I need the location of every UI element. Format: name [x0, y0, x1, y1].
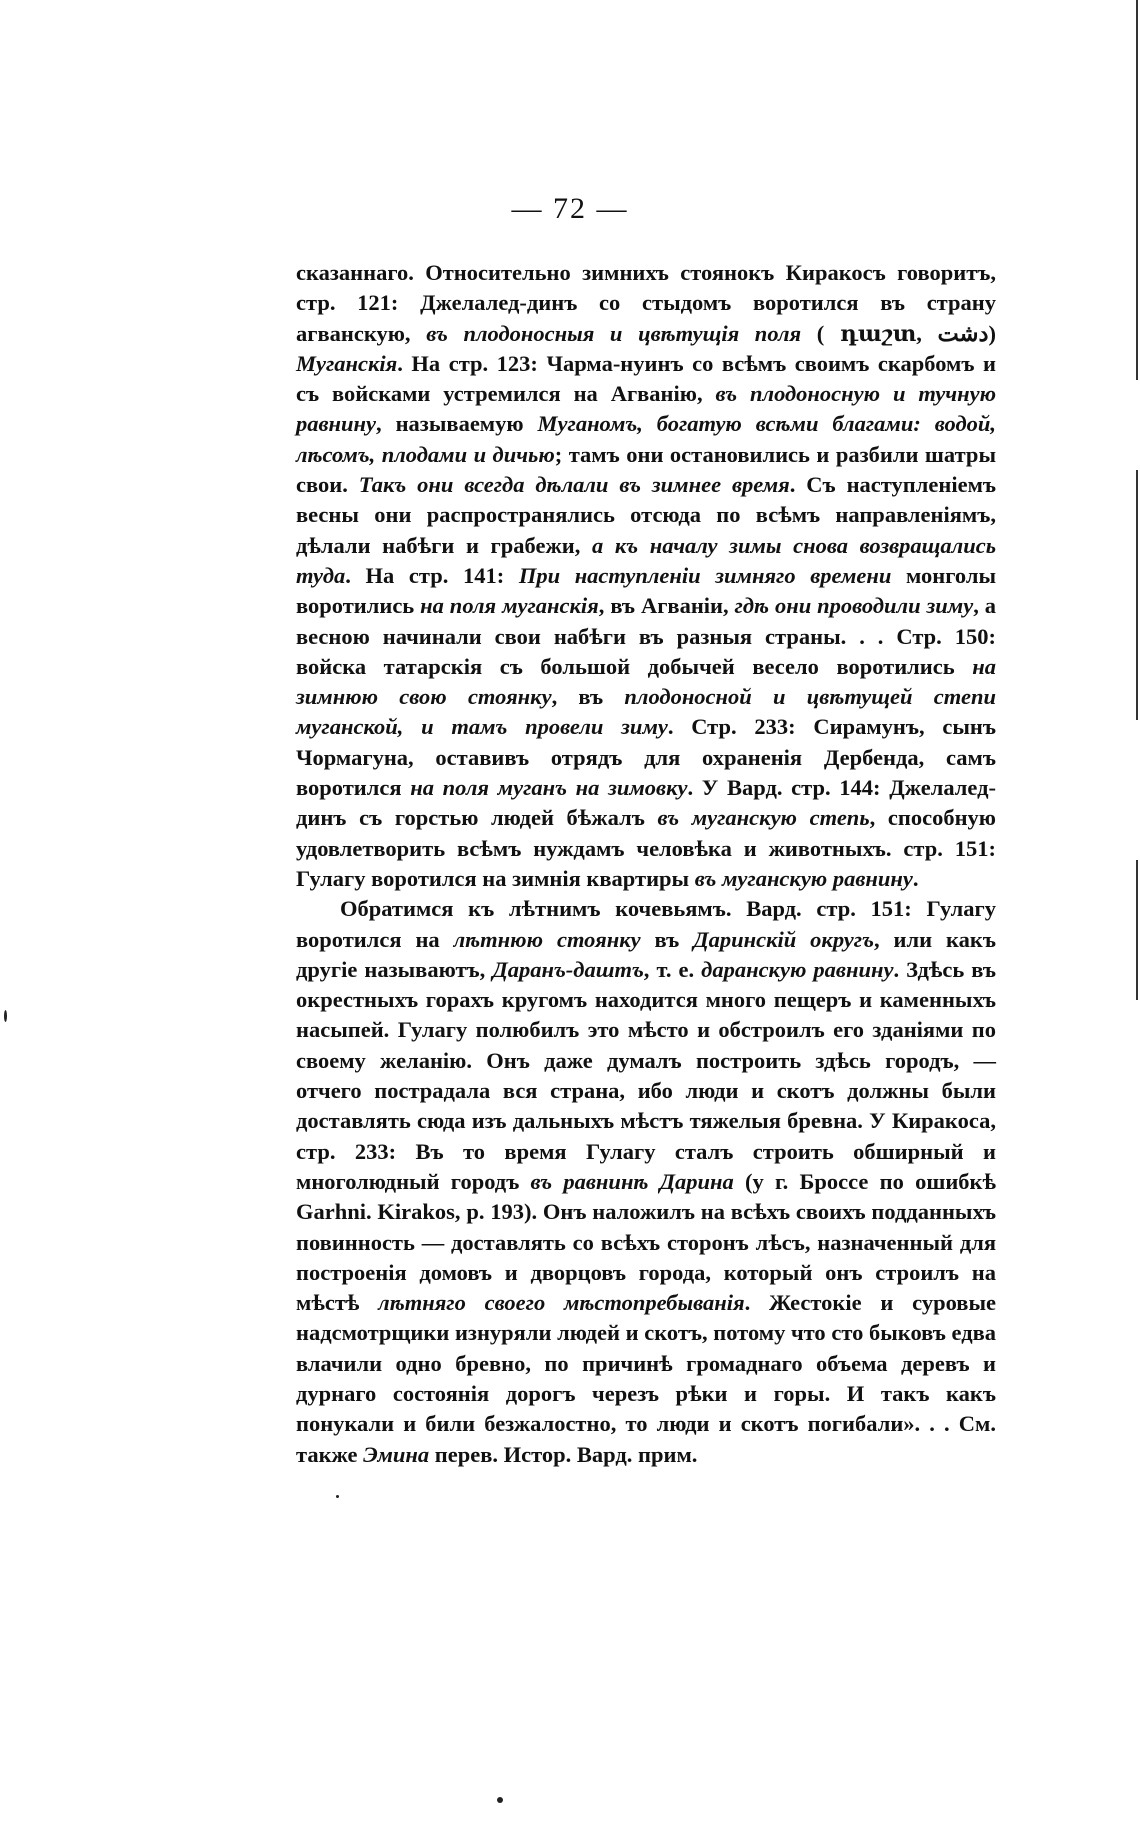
italic-run: въ муганскую степь	[657, 805, 870, 831]
text-run: , въ	[551, 684, 625, 710]
text-run: )	[988, 320, 996, 346]
italic-run: Такъ они всегда дѣлали въ зимнее время	[358, 472, 790, 498]
scan-edge-line	[1136, 0, 1138, 380]
italic-run: лѣтнюю стоянку	[453, 926, 641, 952]
italic-run: лѣтняго своего мѣстопребыванія	[378, 1290, 745, 1316]
italic-run: даранскую равнину	[701, 956, 894, 982]
text-run: въ	[640, 926, 694, 952]
text-run: . На стр. 141:	[345, 562, 519, 588]
italic-run: въ равнинѣ Дарина	[530, 1168, 734, 1194]
italic-run: въ плодоносныя и цвѣтущія поля	[426, 320, 802, 346]
text-run: (	[801, 320, 840, 346]
italic-run: а къ началу зимы снова возвращались туда	[296, 532, 996, 588]
text-run: . Стр. 233: Сирамунъ, сынъ Чормагуна, оставивъ отрядъ для охраненія Дербенда, самъ воротился	[296, 714, 996, 801]
italic-run: въ плодоносную и тучную равнину	[296, 381, 996, 437]
italic-run: гдѣ они проводили зиму	[734, 593, 974, 619]
text-run: Обратимся къ лѣтнимъ кочевьямъ. Вард. стр. 151: Гулагу воротился на	[296, 896, 996, 952]
text-run: монголы воротились	[296, 562, 997, 619]
text-run: . Жестокіе и суровые надсмотрщики изнуряли людей и скотъ, потому что сто быковъ едва влачили одно бревно, по причинѣ громаднаго объема деревъ и дурнаго состоянія дорогъ черезъ рѣки и горы. И такъ какъ понукали и били безжалостно, то люди и скотъ погибали». . . См. также	[296, 1290, 996, 1467]
italic-run: на поля муганъ на зимовку	[410, 775, 688, 801]
italic-run: на зимнюю свою стоянку	[296, 653, 996, 710]
paragraph-summer-camps	[296, 894, 996, 1470]
italic-run: на поля муганскія	[420, 593, 599, 619]
scan-speck	[336, 1495, 339, 1498]
body-text	[296, 258, 996, 1470]
italic-run: Даринскій округъ	[693, 926, 874, 952]
text-run: , а весною начинали свои набѣги въ разныя страны. . . Стр. 150: войска татарскія съ большой добычей весело воротились	[296, 593, 997, 679]
italic-run: При наступленіи зимняго времени	[518, 562, 892, 588]
armenian-word: դաշտ	[839, 320, 917, 346]
text-run: , называемую	[376, 411, 538, 437]
text-run: . Съ наступленіемъ весны они распространялись отсюда по всѣмъ направленіямъ, дѣлали набѣги и грабежи,	[296, 472, 997, 558]
text-run: перев. Истор. Вард. прим.	[429, 1441, 698, 1467]
text-run: . У Вард. стр. 144: Джелалед-динъ съ горстью людей бѣжалъ	[296, 775, 996, 831]
text-run: . Здѣсь въ окрестныхъ горахъ кругомъ находится много пещеръ и каменныхъ насыпей. Гулагу полюбилъ это мѣсто и обстроилъ его зданіями по своему желанію. Онъ даже думалъ построить здѣсь городъ, — отчего пострадала вся страна, ибо люди и скотъ должны были доставлять сюда изъ дальныхъ мѣстъ тяжелыя бревна. У Киракоса, стр. 233: Въ то время Гулагу сталъ строить обширный и многолюдный городъ	[296, 956, 996, 1194]
paragraph-winter-camps	[296, 258, 996, 894]
text-run: , или какъ другіе называютъ,	[296, 926, 996, 982]
italic-run: Даранъ-даштъ	[492, 956, 644, 982]
text-run: ; тамъ они остановились и разбили шатры свои.	[296, 441, 997, 498]
scan-speck	[4, 1010, 7, 1022]
text-run: , т. е.	[643, 956, 702, 982]
italic-run: плодоносной и цвѣтущей степи муганской, и тамъ провели зиму	[296, 684, 996, 740]
text-run: .	[912, 865, 919, 891]
italic-run: Эмина	[363, 1441, 430, 1467]
scan-speck	[497, 1797, 503, 1803]
italic-run: въ муганскую равнину	[694, 865, 913, 891]
text-run: (у г. Броссе по ошибкѣ Garhni. Kirakos, p. 193). Онъ наложилъ на всѣхъ своихъ подданныхъ повинность — доставлять со всѣхъ сторонъ лѣсъ, назначенный для построенія домовъ и дворцовъ города, который онъ строилъ на мѣстѣ	[296, 1168, 996, 1316]
text-run: сказаннаго. Относительно зимнихъ стоянокъ Киракосъ говоритъ, стр. 121: Джелалед-динъ со стыдомъ воротился въ страну агванскую,	[296, 260, 996, 346]
scan-edge-line	[1136, 860, 1138, 1000]
italic-run: Муганомъ, богатую всѣми благами: водой, лѣсомъ, плодами и дичью	[296, 411, 997, 467]
text-run: , способную удовлетворить всѣмъ нуждамъ человѣка и животныхъ. стр. 151: Гулагу воротился на зимнія квартиры	[296, 805, 996, 891]
page-number: — 72 —	[511, 192, 629, 225]
italic-run: Муганскія	[296, 350, 398, 376]
text-run: , въ Агваніи,	[598, 593, 735, 619]
scan-edge-line	[1136, 470, 1138, 720]
text-run: . На стр. 123: Чарма-нуинъ со всѣмъ своимъ скарбомъ и съ войсками устремился на Агванію,	[296, 350, 996, 407]
arabic-word: دشت	[937, 320, 989, 346]
text-run: ,	[916, 320, 938, 346]
